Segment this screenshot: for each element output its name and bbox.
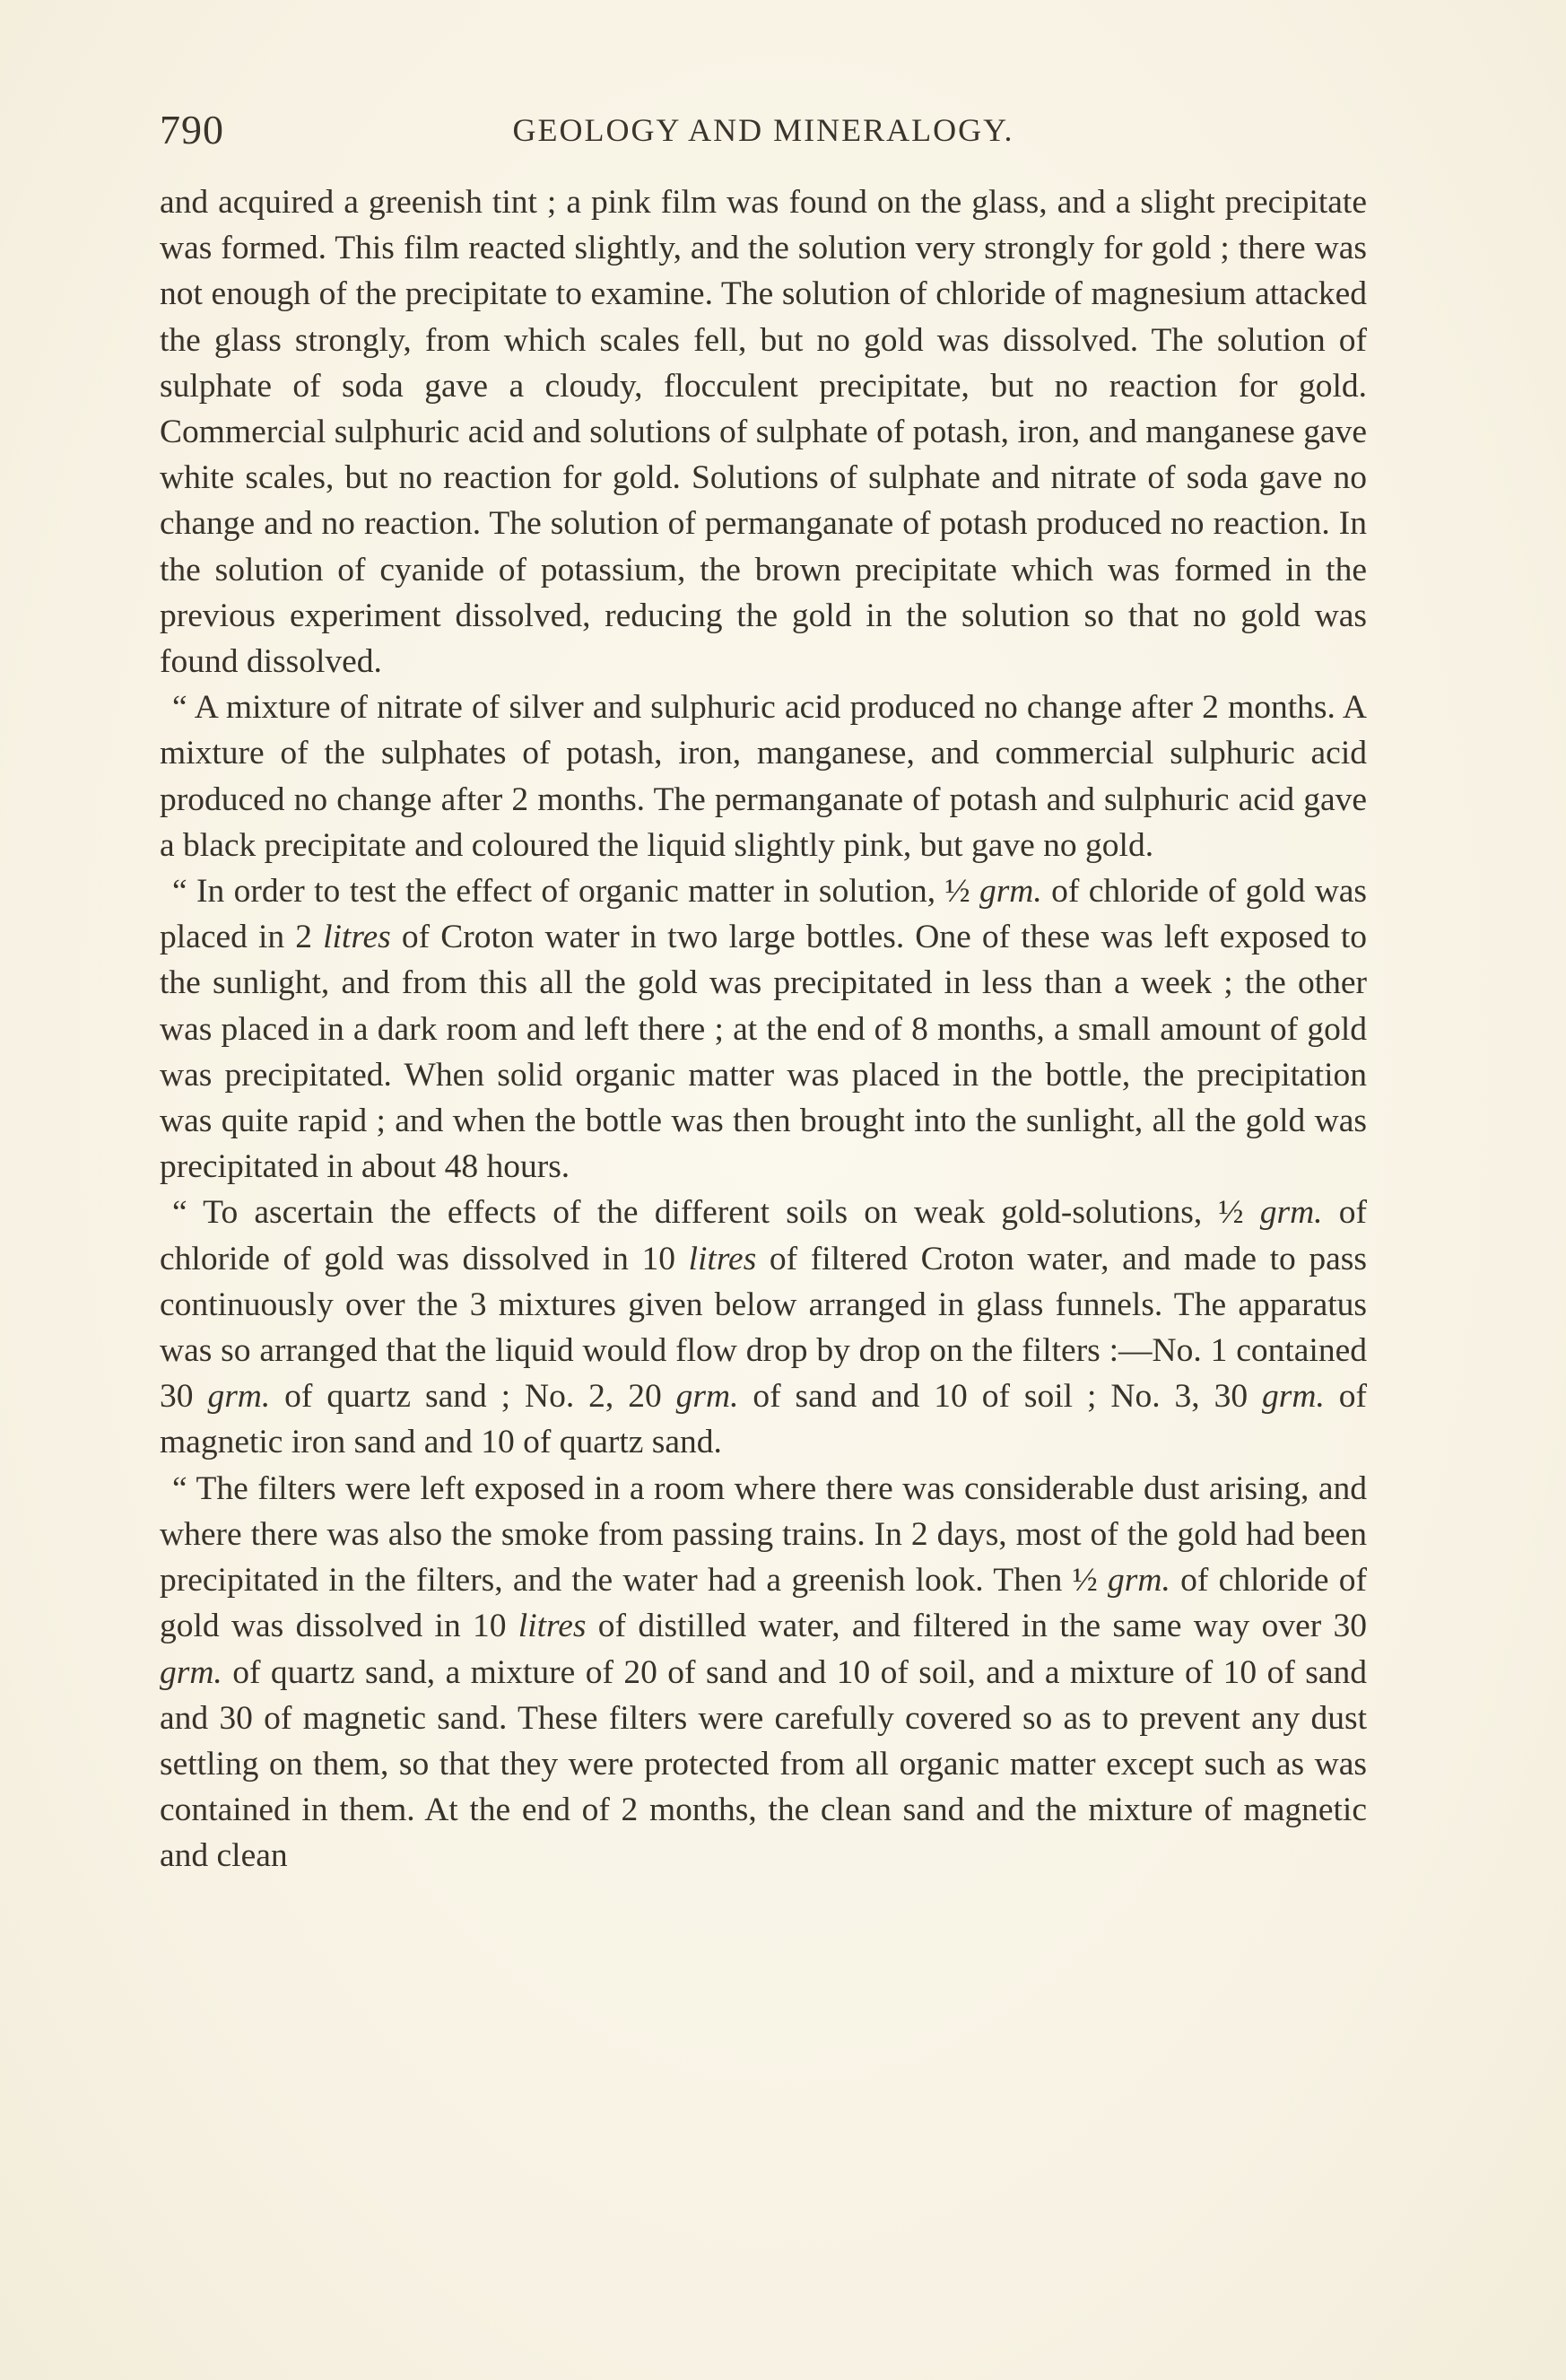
page-number: 790 bbox=[160, 107, 224, 153]
italic-term: grm. bbox=[207, 1378, 271, 1416]
italic-term: grm. bbox=[1259, 1194, 1323, 1232]
italic-term: litres bbox=[688, 1240, 757, 1277]
italic-term: litres bbox=[323, 919, 391, 956]
paragraph-filters-exposed: “ The filters were left exposed in a room where there was considerable dust arising, and where there was also the smoke from passing trains. In 2 days, most of the gold had been precipitated in the filters, and the water had a greenish look. Then ½ grm. of chloride of gold was dissolved in 10 litres of distilled water, and filtered in the same way over 30 grm. of quartz sand, a mixture of 20 of sand and 10 of soil, and a mixture of 10 of sand and 30 of magnetic sand. These filters were carefully covered so as to prevent any dust settling on them, so that they were protected from all organic matter except such as was contained in them. At the end of 2 months, the clean sand and the mixture of magnetic and clean bbox=[160, 1469, 1367, 1875]
paragraph-silver-mixture: “ A mixture of nitrate of silver and sulphuric acid produced no change after 2 months. A mixture of the sulphates of potash, iron, manganese, and commercial sulphuric acid produced no change after 2 months. The permanganate of potash and sulphuric acid gave a black precipitate and coloured the liquid slightly pink, but gave no gold. bbox=[160, 689, 1367, 864]
body-text bbox=[160, 179, 1367, 1879]
italic-term: grm. bbox=[1108, 1562, 1170, 1600]
paragraph-soils-filters: “ To ascertain the effects of the different soils on weak gold-solutions, ½ grm. of chloride of gold was dissolved in 10 litres of filtered Croton water, and made to pass continuously over the 3 mixtures given below arranged in glass funnels. The apparatus was so arranged that the liquid would flow drop by drop on the filters :—No. 1 contained 30 grm. of quartz sand ; No. 2, 20 grm. of sand and 10 of soil ; No. 3, 30 grm. of magnetic iron sand and 10 of quartz sand. bbox=[160, 1194, 1367, 1461]
paragraph-continuation: and acquired a greenish tint ; a pink film was found on the glass, and a slight precipitate was formed. This film reacted slightly, and the solution very strongly for gold ; there was not enough of the precipitate to examine. The solution of chloride of magnesium attacked the glass strongly, from which scales fell, but no gold was dissolved. The solution of sulphate of soda gave a cloudy, flocculent precipitate, but no reaction for gold. Commercial sulphuric acid and solutions of sulphate of potash, iron, and manganese gave white scales, but no reaction for gold. Solutions of sulphate and nitrate of soda gave no change and no reaction. The solution of permanganate of potash produced no reaction. In the solution of cyanide of potassium, the brown precipitate which was formed in the previous experiment dissolved, reducing the gold in the solution so that no gold was found dissolved. bbox=[160, 184, 1367, 681]
running-header bbox=[160, 106, 1367, 160]
paragraph-organic-matter: “ In order to test the effect of organic matter in solution, ½ grm. of chloride of gold was placed in 2 litres of Croton water in two large bottles. One of these was left exposed to the sunlight, and from this all the gold was precipitated in less than a week ; the other was placed in a dark room and left there ; at the end of 8 months, a small amount of gold was precipitated. When solid organic matter was placed in the bottle, the precipitation was quite rapid ; and when the bottle was then brought into the sunlight, all the gold was precipitated in about 48 hours. bbox=[160, 873, 1368, 1186]
italic-term: grm. bbox=[1262, 1378, 1325, 1416]
italic-term: grm. bbox=[160, 1653, 222, 1691]
italic-term: grm. bbox=[675, 1378, 739, 1416]
italic-term: litres bbox=[518, 1608, 587, 1645]
italic-term: grm. bbox=[979, 873, 1042, 911]
running-title: GEOLOGY AND MINERALOGY. bbox=[512, 112, 1014, 148]
